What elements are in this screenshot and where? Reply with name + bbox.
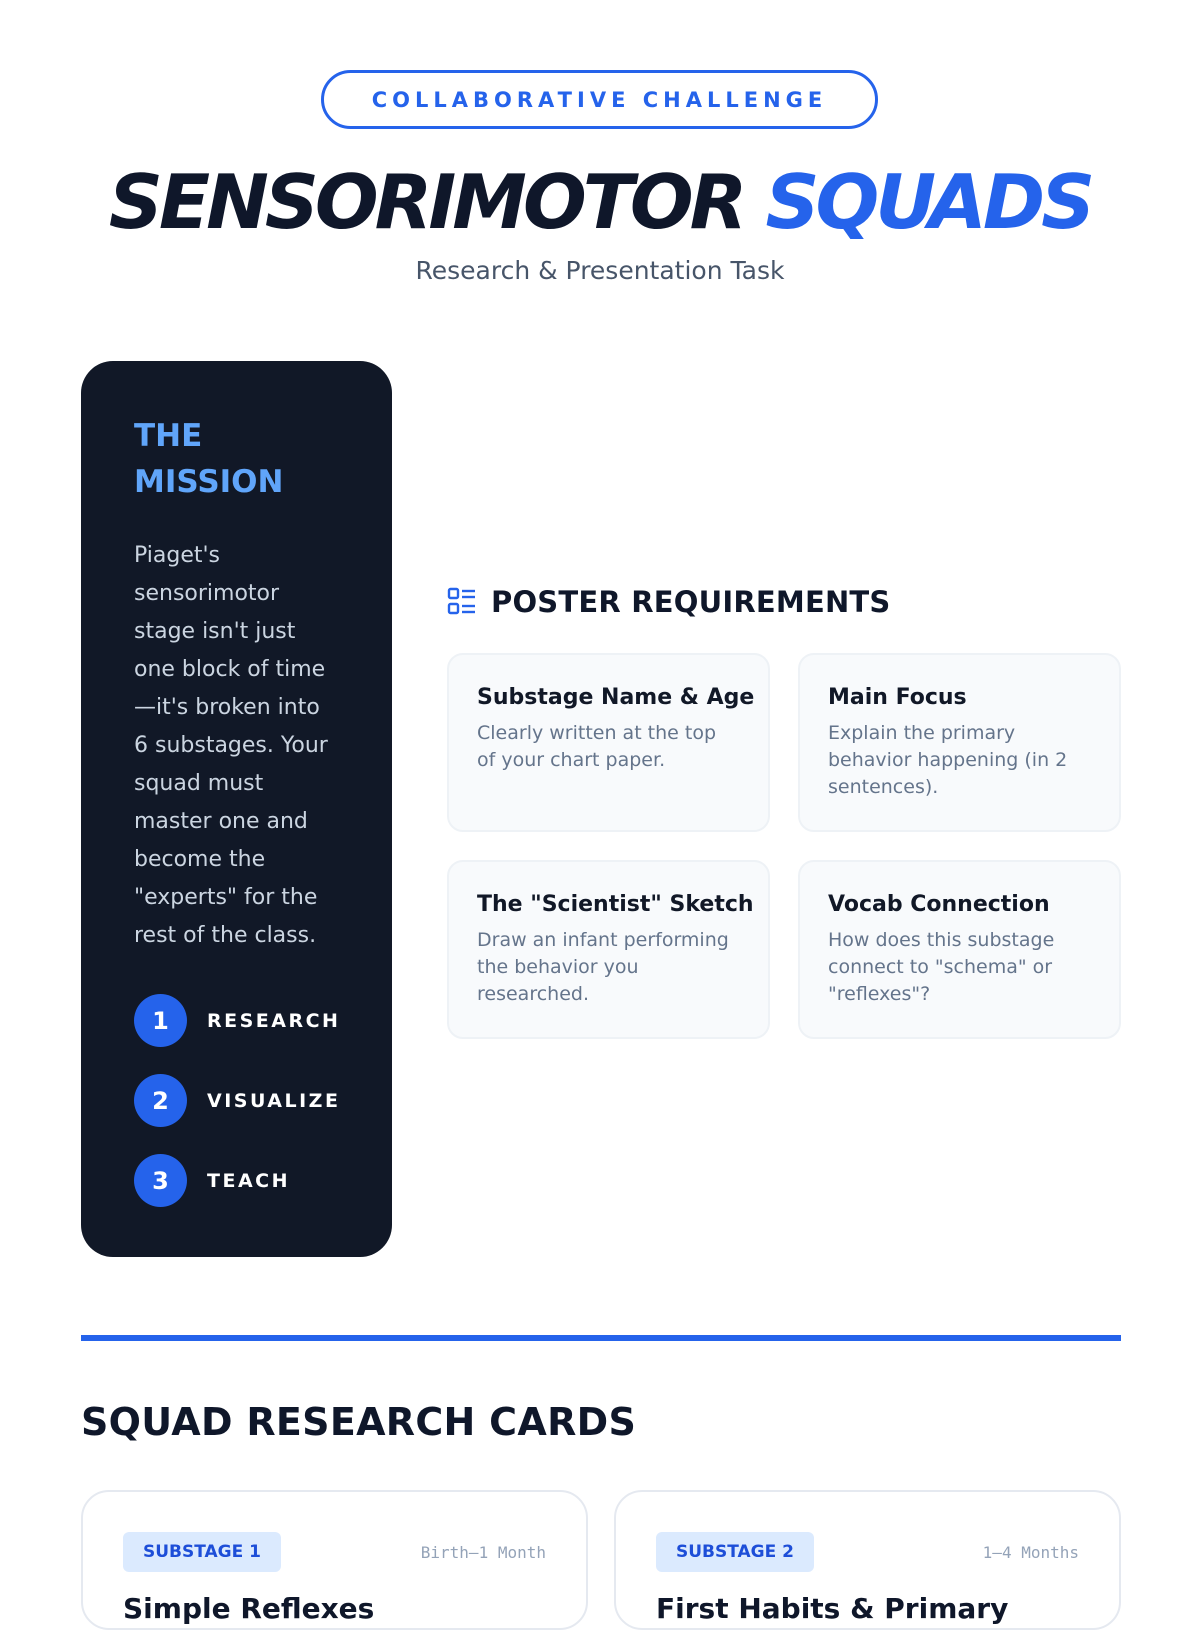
- mission-title: THE MISSION: [134, 418, 284, 500]
- squad-card-top: [656, 1532, 1079, 1572]
- mission-panel: [81, 361, 392, 1257]
- step-visualize: [134, 1073, 340, 1128]
- title-main: SENSORIMOTOR: [108, 158, 744, 246]
- requirement-card-title: Vocab Connection: [828, 892, 1050, 917]
- requirements-title: POSTER REQUIREMENTS: [491, 585, 891, 619]
- squad-card-top: [123, 1532, 546, 1572]
- requirement-card: [798, 653, 1121, 832]
- squad-section-title: SQUAD RESEARCH CARDS: [81, 1400, 637, 1444]
- section-divider: [81, 1335, 1121, 1341]
- substage-badge: SUBSTAGE 2: [656, 1532, 814, 1572]
- age-range: Birth–1 Month: [420, 1542, 546, 1562]
- squad-card: [614, 1490, 1121, 1630]
- step-research: [134, 993, 340, 1048]
- step-number: 3: [134, 1154, 187, 1207]
- requirement-card: [447, 860, 770, 1039]
- step-number: 1: [134, 994, 187, 1047]
- age-range: 1–4 Months: [982, 1542, 1079, 1562]
- page-subtitle: Research & Presentation Task: [415, 256, 785, 285]
- mission-steps: [134, 993, 340, 1208]
- requirement-card-title: Main Focus: [828, 685, 967, 710]
- step-label: VISUALIZE: [207, 1089, 341, 1112]
- step-label: TEACH: [207, 1169, 290, 1192]
- squad-card: [81, 1490, 588, 1630]
- page-title: [0, 157, 1200, 247]
- title-accent: SQUADS: [765, 158, 1092, 246]
- step-label: RESEARCH: [207, 1009, 341, 1032]
- requirement-card-text: Explain the primary behavior happening (in 2 sentences).: [828, 722, 1068, 798]
- step-teach: [134, 1153, 340, 1208]
- requirement-card: [798, 860, 1121, 1039]
- substage-badge: SUBSTAGE 1: [123, 1532, 281, 1572]
- requirement-card-text: Draw an infant performing the behavior you researched.: [477, 929, 729, 1005]
- requirement-card-title: Substage Name & Age: [477, 685, 755, 710]
- challenge-pill: COLLABORATIVE CHALLENGE: [321, 70, 878, 129]
- requirement-card-text: Clearly written at the top of your chart paper.: [477, 722, 717, 771]
- requirement-card-text: How does this substage connect to "schema" or "reflexes"?: [828, 929, 1055, 1005]
- step-number: 2: [134, 1074, 187, 1127]
- requirement-card-title: The "Scientist" Sketch: [477, 892, 754, 917]
- mission-body: Piaget's sensorimotor stage isn't just one block of time—it's broken into 6 substages. Your squad must master one and become the "experts" for the rest of the class.: [134, 543, 328, 948]
- requirement-card: [447, 653, 770, 832]
- substage-name: First Habits & Primary: [656, 1592, 1009, 1625]
- substage-name: Simple Reflexes: [123, 1592, 375, 1625]
- list-icon: [447, 587, 477, 617]
- requirements-header: [447, 582, 891, 622]
